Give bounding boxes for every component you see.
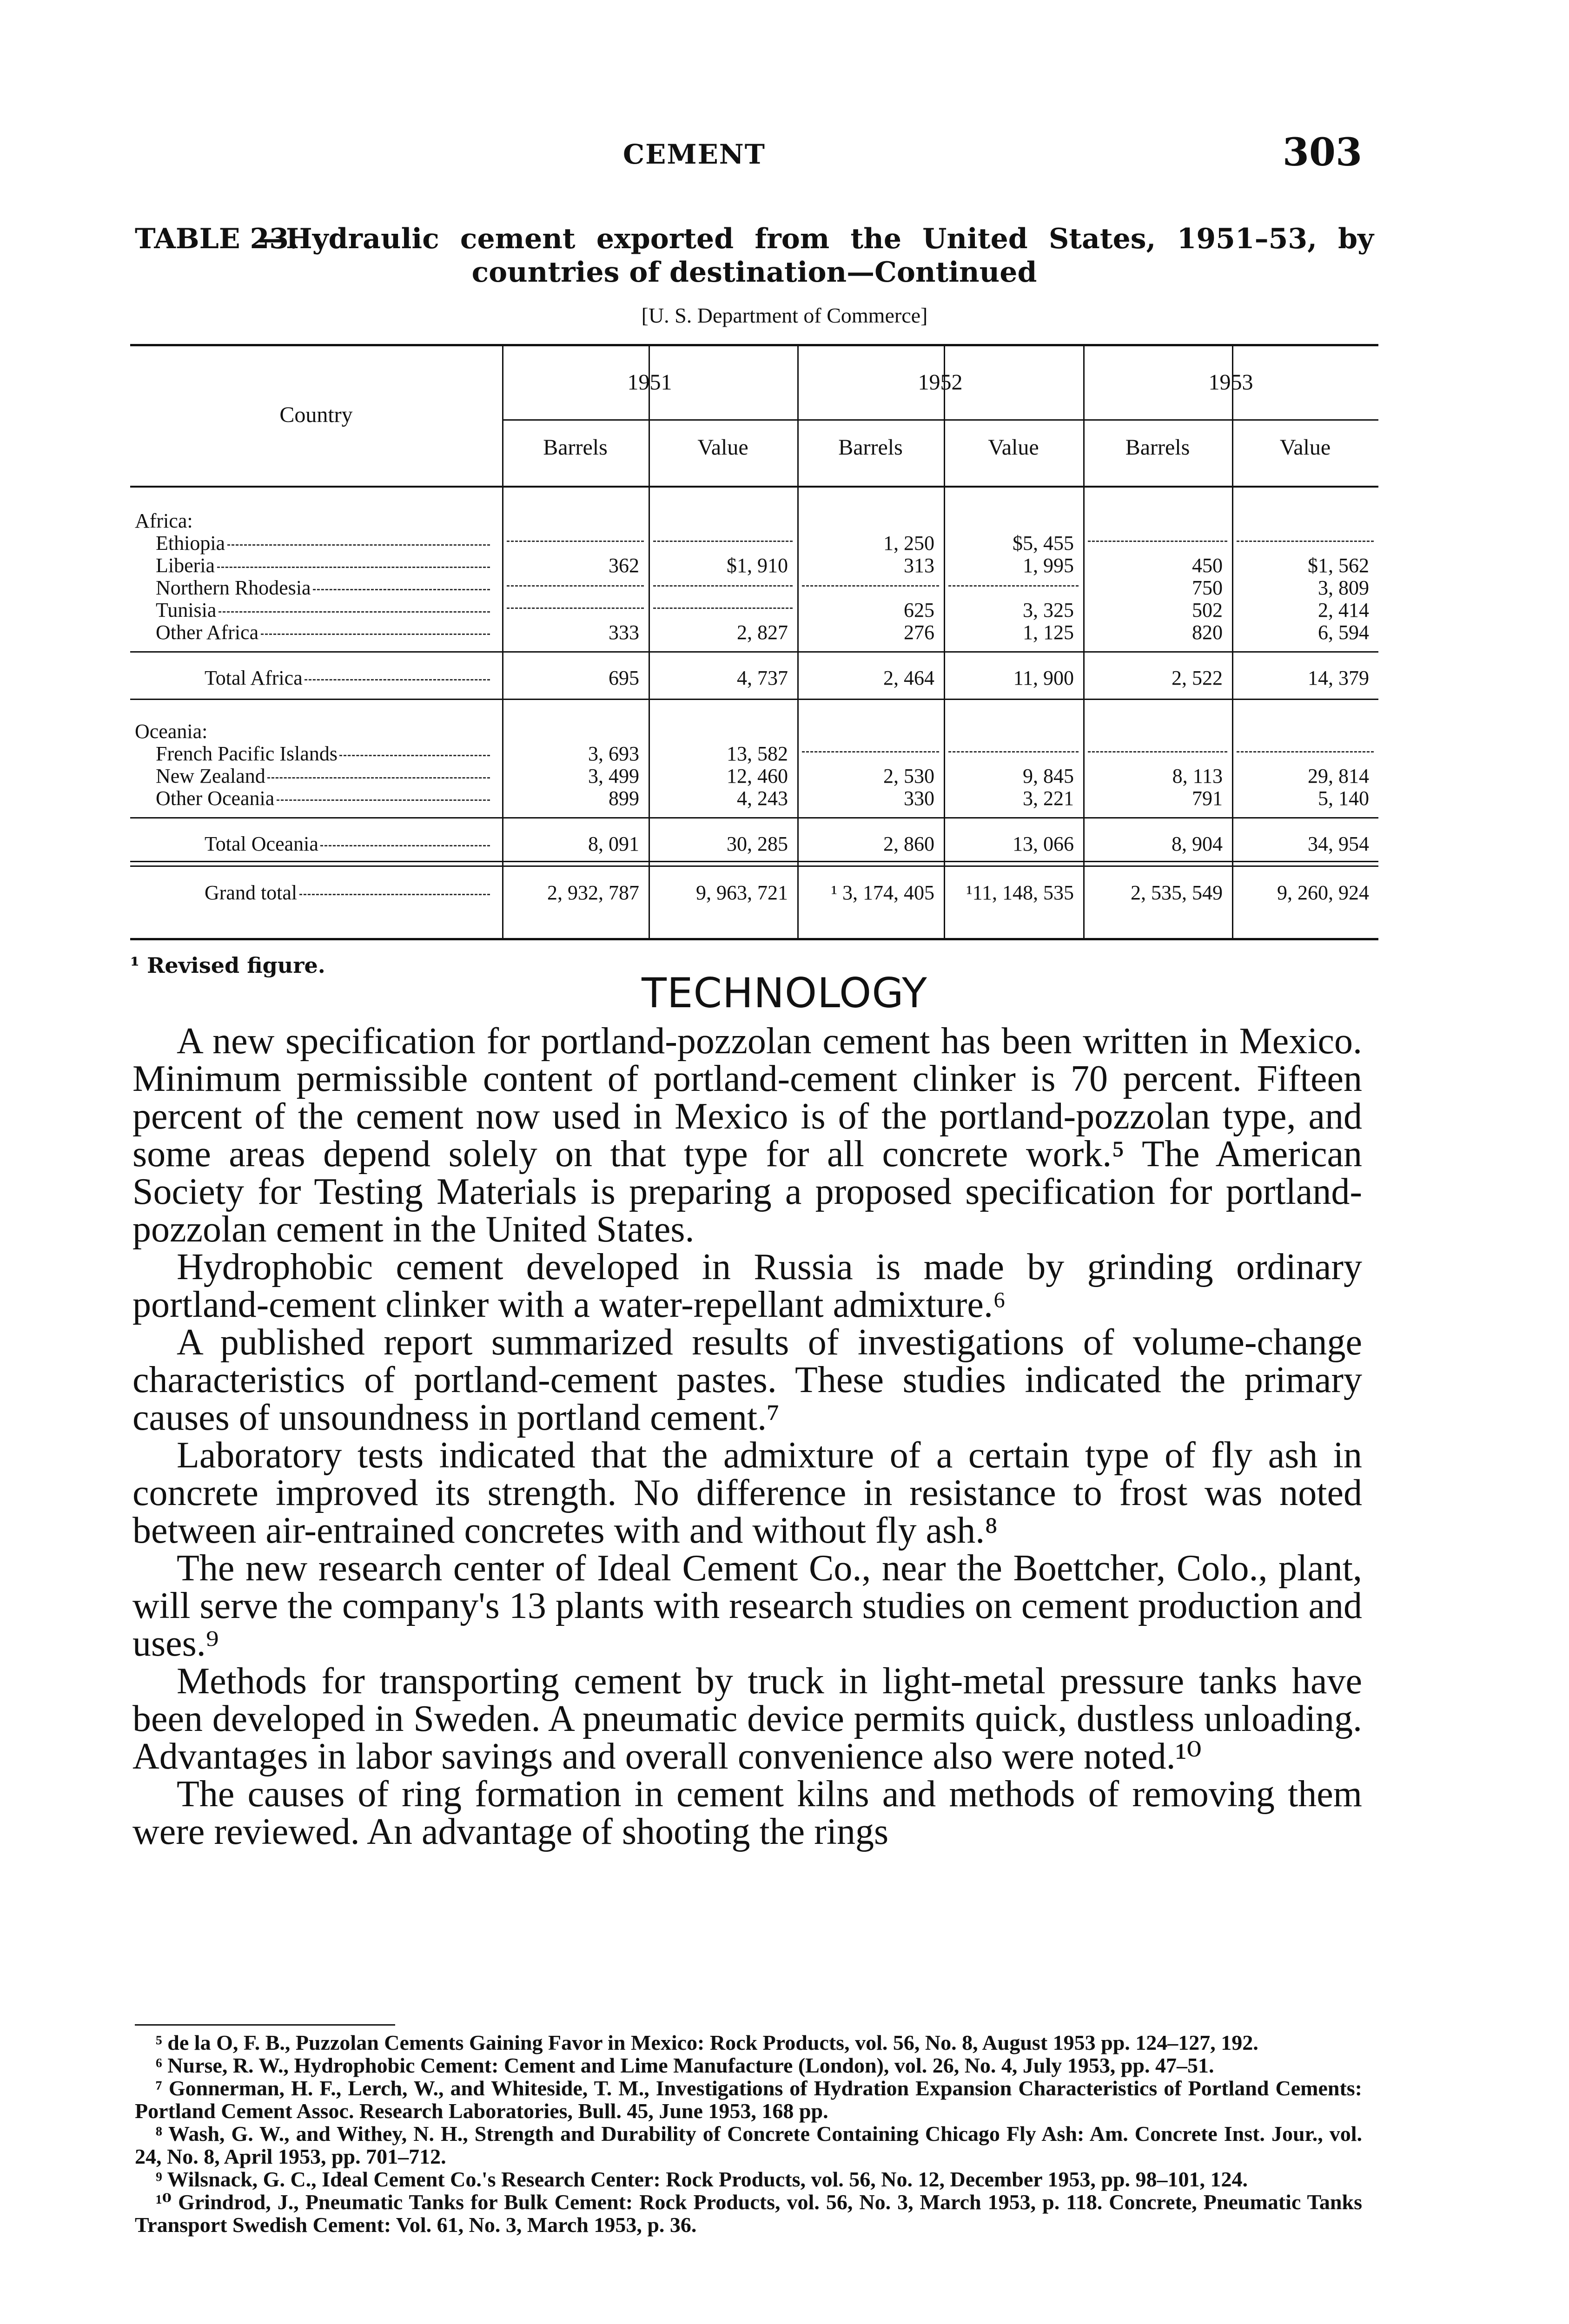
dash-leader xyxy=(948,585,1079,587)
table-cell: 1, 995 xyxy=(1023,554,1074,577)
dash-leader xyxy=(267,777,490,779)
table-cell: 4, 243 xyxy=(737,787,788,810)
export-table xyxy=(130,344,1378,941)
table-cell: 11, 900 xyxy=(1013,667,1074,689)
table-cell: 29, 814 xyxy=(1308,765,1369,787)
table-cell: $1, 562 xyxy=(1308,554,1369,577)
row-label: Ethiopia xyxy=(156,532,225,555)
table-footnote: ¹ Revised figure. xyxy=(130,953,325,978)
row-rule xyxy=(130,699,1378,700)
table-cell: 6, 594 xyxy=(1318,621,1369,644)
dash-leader xyxy=(277,799,490,801)
footnote: ⁷ Gonnerman, H. F., Lerch, W., and Whiteside, T. M., Investigations of Hydration Expansion Characteristics of Portland Cements: Portland Cement Assoc. Research Laboratories, Bull. 45, June 1953, 168 pp. xyxy=(135,2076,1362,2123)
row-label: Grand total xyxy=(205,881,298,904)
column-header: Barrels xyxy=(543,435,608,460)
table-cell: 502 xyxy=(1192,599,1223,621)
column-header: Value xyxy=(988,435,1039,460)
row-rule xyxy=(130,817,1378,819)
column-header: Value xyxy=(697,435,748,460)
row-rule xyxy=(130,865,1378,867)
table-cell: 2, 535, 549 xyxy=(1131,881,1223,904)
table-cell: 1, 125 xyxy=(1023,621,1074,644)
paragraph: A new specification for portland-pozzolan cement has been written in Mexico. Minimum permissible content of portland-cement clinker is 70 percent. Fifteen percent of the cement now used in Mexico is of the portland-pozzolan type, and some areas depend solely on that type for all concrete work.⁵ The American Society for Testing Materials is preparing a proposed specification for portland-pozzolan cement in the United States. xyxy=(132,1021,1362,1250)
table-cell: ¹11, 148, 535 xyxy=(966,881,1074,904)
paragraph: Hydrophobic cement developed in Russia is made by grinding ordinary portland-cement clinker with a water-repellant admixture.⁶ xyxy=(132,1247,1362,1325)
table-cell: 12, 460 xyxy=(727,765,788,787)
table-cell: 30, 285 xyxy=(727,832,788,855)
table-top-rule xyxy=(130,344,1378,346)
table-cell: 2, 414 xyxy=(1318,599,1369,621)
table-cell: 5, 140 xyxy=(1318,787,1369,810)
table-cell: 3, 325 xyxy=(1023,599,1074,621)
year-header: 1952 xyxy=(918,370,963,395)
table-cell: 3, 693 xyxy=(588,742,639,765)
row-label: Total Oceania xyxy=(205,832,318,855)
table-cell: 2, 860 xyxy=(883,832,934,855)
row-label: Other Oceania xyxy=(156,787,275,810)
table-cell: 9, 260, 924 xyxy=(1277,881,1369,904)
table-cell: 8, 091 xyxy=(588,832,639,855)
section-title: TECHNOLOGY xyxy=(642,969,927,1017)
dash-leader xyxy=(1088,541,1227,542)
table-cell: 695 xyxy=(609,667,639,689)
paragraph: The causes of ring formation in cement kilns and methods of removing them were reviewed. An advantage of shooting the rings xyxy=(132,1774,1362,1852)
table-cell: 14, 379 xyxy=(1308,667,1369,689)
dash-leader xyxy=(261,634,490,635)
country-header: Country xyxy=(279,403,353,427)
table-cell: 2, 932, 787 xyxy=(547,881,639,904)
dash-leader xyxy=(507,607,644,609)
footnote: ⁶ Nurse, R. W., Hydrophobic Cement: Cement and Lime Manufacture (London), vol. 26, No. 4, July 1953, pp. 47–51. xyxy=(156,2053,1214,2077)
table-cell: 2, 827 xyxy=(737,621,788,644)
dash-leader xyxy=(653,607,793,609)
table-cell: 13, 582 xyxy=(727,742,788,765)
table-cell: 3, 221 xyxy=(1023,787,1074,810)
running-title: CEMENT xyxy=(623,139,766,170)
table-cell: 899 xyxy=(609,787,639,810)
table-source: [U. S. Department of Commerce] xyxy=(641,304,928,327)
table-cell: 8, 904 xyxy=(1172,832,1223,855)
dash-leader xyxy=(320,845,490,846)
dash-leader xyxy=(653,541,793,542)
table-cell: 625 xyxy=(904,599,934,621)
table-cell: 333 xyxy=(609,621,639,644)
paragraph: Methods for transporting cement by truck in light-metal pressure tanks have been developed in Sweden. A pneumatic device permits quick, dustless unloading. Advantages in labor savings and overall convenience also were noted.¹⁰ xyxy=(132,1661,1362,1777)
dash-leader xyxy=(653,585,793,587)
table-cell: $1, 910 xyxy=(727,554,788,577)
footnotes xyxy=(135,2031,1362,2236)
year-header: 1951 xyxy=(627,370,672,395)
dash-leader xyxy=(507,541,644,542)
table-cell: 313 xyxy=(904,554,934,577)
dash-leader xyxy=(948,751,1079,753)
body-text xyxy=(132,1023,1362,1851)
table-cell: 791 xyxy=(1192,787,1223,810)
table-cell: ¹ 3, 174, 405 xyxy=(831,881,934,904)
row-label: New Zealand xyxy=(156,765,265,787)
table-cell: 2, 522 xyxy=(1172,667,1223,689)
dash-leader xyxy=(227,544,490,546)
footnote: ⁵ de la O, F. B., Puzzolan Cements Gaining Favor in Mexico: Rock Products, vol. 56, No. 8, August 1953 pp. 124–127, 192. xyxy=(156,2031,1258,2054)
table-cell: 9, 963, 721 xyxy=(696,881,788,904)
table-cell: 2, 530 xyxy=(883,765,934,787)
table-cell: 3, 809 xyxy=(1318,576,1369,599)
table-cell: $5, 455 xyxy=(1013,532,1074,555)
dash-leader xyxy=(217,567,490,568)
dash-leader xyxy=(1237,751,1374,753)
column-header: Barrels xyxy=(1125,435,1190,460)
dash-leader xyxy=(299,894,490,895)
paragraph: A published report summarized results of investigations of volume-change characteristics of portland-cement pastes. These studies indicated the primary causes of unsoundness in portland cement.⁷ xyxy=(132,1322,1362,1438)
table-cell: 4, 737 xyxy=(737,667,788,689)
table-bottom-rule xyxy=(130,938,1378,940)
row-label: Northern Rhodesia xyxy=(156,576,311,599)
year-header: 1953 xyxy=(1208,370,1253,395)
row-rule xyxy=(130,861,1378,862)
table-cell: 3, 499 xyxy=(588,765,639,787)
paragraph: The new research center of Ideal Cement Co., near the Boettcher, Colo., plant, will serve the company's 13 plants with research studies on cement production and uses.⁹ xyxy=(132,1548,1362,1664)
dash-leader xyxy=(1088,751,1227,753)
row-label: Tunisia xyxy=(156,599,217,621)
dash-leader xyxy=(1237,541,1374,542)
row-label: Total Africa xyxy=(205,667,303,689)
dash-leader xyxy=(305,679,490,680)
row-label: Africa: xyxy=(135,509,193,532)
table-title-line2: countries of destination—Continued xyxy=(471,256,1037,289)
dash-leader xyxy=(802,585,939,587)
table-cell: 450 xyxy=(1192,554,1223,577)
table-cell: 2, 464 xyxy=(883,667,934,689)
footnote: ¹⁰ Grindrod, J., Pneumatic Tanks for Bulk Cement: Rock Products, vol. 56, No. 3, March 1953, p. 118. Concrete, Pneumatic Tanks Transport Swedish Cement: Vol. 61, No. 3, March 1953, p. 36. xyxy=(135,2190,1362,2237)
table-cell: 13, 066 xyxy=(1013,832,1074,855)
table-cell: 276 xyxy=(904,621,934,644)
table-cell: 34, 954 xyxy=(1308,832,1369,855)
footnote: ⁸ Wash, G. W., and Withey, N. H., Strength and Durability of Concrete Containing Chicago Fly Ash: Am. Concrete Inst. Jour., vol. 24, No. 8, April 1953, pp. 701–712. xyxy=(135,2122,1362,2168)
dash-leader xyxy=(339,755,490,756)
column-header: Value xyxy=(1279,435,1331,460)
paragraph: Laboratory tests indicated that the admixture of a certain type of fly ash in concrete improved its strength. No difference in resistance to frost was noted between air-entrained concretes with and without fly ash.⁸ xyxy=(132,1435,1362,1551)
dash-leader xyxy=(218,611,490,613)
table-label: TABLE 23. xyxy=(135,223,298,255)
row-rule xyxy=(130,651,1378,653)
footnote-rule xyxy=(135,2024,395,2026)
page-number: 303 xyxy=(1282,130,1362,175)
table-cell: 330 xyxy=(904,787,934,810)
column-header: Barrels xyxy=(838,435,903,460)
header-bottom-rule xyxy=(130,486,1378,488)
table-cell: 1, 250 xyxy=(883,532,934,555)
row-label: Liberia xyxy=(156,554,215,577)
table-cell: 362 xyxy=(609,554,639,577)
footnote: ⁹ Wilsnack, G. C., Ideal Cement Co.'s Research Center: Rock Products, vol. 56, No. 12, December 1953, pp. 98–101, 124. xyxy=(156,2167,1248,2191)
row-label: Oceania: xyxy=(135,720,208,743)
dash-leader xyxy=(802,751,939,753)
year-header-rule xyxy=(502,419,1378,421)
dash-leader xyxy=(507,585,644,587)
row-label: Other Africa xyxy=(156,621,259,644)
table-cell: 8, 113 xyxy=(1172,765,1223,787)
row-label: French Pacific Islands xyxy=(156,742,338,765)
table-cell: 750 xyxy=(1192,576,1223,599)
table-cell: 820 xyxy=(1192,621,1223,644)
dash-leader xyxy=(313,589,490,590)
table-title-line1: —Hydraulic cement exported from the United States, 1951–53, by xyxy=(258,223,1374,255)
table-cell: 9, 845 xyxy=(1023,765,1074,787)
